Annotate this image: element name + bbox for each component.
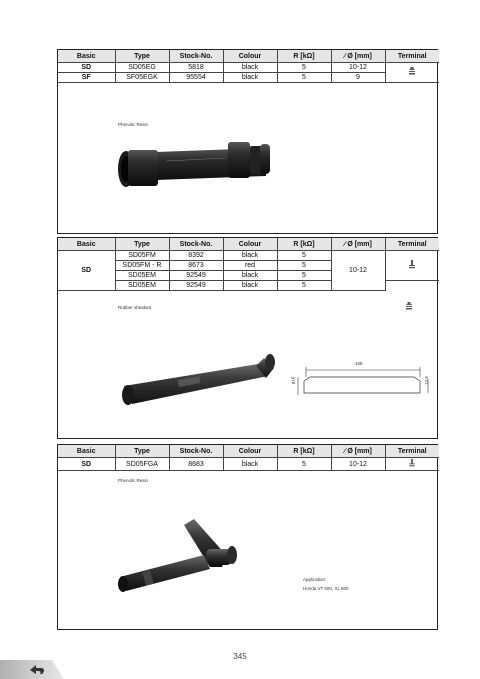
cell-stock: 95554: [169, 73, 223, 83]
cell-diameter: 10-12: [331, 458, 385, 471]
cell-colour: black: [223, 281, 277, 291]
cell-basic: SD: [58, 251, 115, 291]
cell-resistance: 5: [277, 63, 331, 73]
pen-icon: ∕: [344, 240, 346, 248]
page-number: 345: [233, 652, 247, 661]
table-row: [58, 73, 439, 83]
cell-type: SF05EGK: [115, 73, 169, 83]
spec-table-1: [58, 50, 439, 83]
cell-type: SD05EM: [115, 271, 169, 281]
terminal-post-icon: [408, 458, 416, 467]
cell-colour: black: [223, 458, 277, 471]
material-caption: Rubber sheaked: [118, 305, 152, 310]
cell-stock: 92549: [169, 281, 223, 291]
col-diameter: ∕ Ø [mm]: [331, 238, 385, 251]
cell-diameter: 10-12: [331, 251, 385, 291]
col-type: Type: [115, 50, 169, 63]
cell-colour: black: [223, 271, 277, 281]
terminal-clip-icon: [408, 66, 416, 76]
col-basic: Basic: [58, 50, 115, 63]
col-basic: Basic: [58, 238, 115, 251]
back-arrow-tab[interactable]: [0, 660, 70, 679]
cell-resistance: 5: [277, 458, 331, 471]
cell-type: SD05FGA: [115, 458, 169, 471]
cell-stock: 8392: [169, 251, 223, 261]
table-header-row: [58, 238, 439, 251]
cell-stock: 92549: [169, 271, 223, 281]
col-resistance: R [kΩ]: [277, 238, 331, 251]
cell-terminal-blank: [385, 281, 439, 291]
col-basic: Basic: [58, 445, 115, 458]
cell-stock: 5818: [169, 63, 223, 73]
product-block-2: [57, 237, 438, 439]
cell-stock: 8673: [169, 261, 223, 271]
col-colour: Colour: [223, 238, 277, 251]
cell-type: SD05EM: [115, 281, 169, 291]
angled-plug-cap-image: [114, 515, 254, 605]
cell-type: SD05EG: [115, 63, 169, 73]
cell-colour: red: [223, 261, 277, 271]
cell-type: SD05FM - R: [115, 261, 169, 271]
table-row: [58, 63, 439, 73]
cell-terminal: [385, 63, 439, 83]
pen-icon: ∕: [344, 447, 346, 455]
cell-diameter: 9: [331, 73, 385, 83]
application-note: [303, 575, 349, 593]
col-stock: Stock-No.: [169, 238, 223, 251]
col-stock: Stock-No.: [169, 445, 223, 458]
col-type: Type: [115, 238, 169, 251]
table-header-row: [58, 50, 439, 63]
col-terminal: Terminal: [385, 445, 439, 458]
dimension-drawing: [290, 359, 440, 409]
table-row: [58, 251, 439, 261]
table-header-row: [58, 445, 439, 458]
material-caption: Phenolic Resin: [118, 478, 149, 483]
rubber-plug-cap-image: [118, 348, 288, 418]
dimension-diameter-right: 12,6: [423, 376, 429, 385]
spec-table-2: [58, 238, 439, 291]
cell-resistance: 5: [277, 261, 331, 271]
col-resistance: R [kΩ]: [277, 445, 331, 458]
cell-colour: black: [223, 251, 277, 261]
product-block-1: [57, 49, 438, 234]
cell-resistance: 5: [277, 271, 331, 281]
product-block-3: [57, 444, 438, 630]
spec-table-3: [58, 445, 439, 471]
cell-diameter: 10-12: [331, 63, 385, 73]
col-resistance: R [kΩ]: [277, 50, 331, 63]
cell-colour: black: [223, 73, 277, 83]
cell-type: SD05FM: [115, 251, 169, 261]
cell-basic: SD: [58, 63, 115, 73]
col-colour: Colour: [223, 445, 277, 458]
col-diameter: ∕ Ø [mm]: [331, 445, 385, 458]
col-terminal: Terminal: [385, 50, 439, 63]
col-stock: Stock-No.: [169, 50, 223, 63]
dimension-length: 108: [355, 361, 363, 366]
col-diameter: ∕ Ø [mm]: [331, 50, 385, 63]
application-label: Application:: [303, 577, 327, 582]
cell-terminal: [385, 458, 439, 471]
cell-resistance: 5: [277, 73, 331, 83]
terminal-post-icon: [408, 259, 416, 269]
material-caption: Phenolic Resin: [118, 122, 149, 127]
cell-resistance: 5: [277, 281, 331, 291]
cell-basic: SF: [58, 73, 115, 83]
cell-basic: SD: [58, 458, 115, 471]
terminal-clip-icon: [405, 301, 413, 311]
table-row: [58, 458, 439, 471]
cell-stock: 8683: [169, 458, 223, 471]
cell-resistance: 5: [277, 251, 331, 261]
spark-plug-cap-image: [116, 128, 316, 208]
dimension-diameter-left: ø16: [290, 376, 296, 385]
cell-colour: black: [223, 63, 277, 73]
cell-terminal: [385, 251, 439, 281]
col-terminal: Terminal: [385, 238, 439, 251]
pen-icon: ∕: [344, 52, 346, 60]
application-value: Honda VT 600, XL 600: [303, 586, 349, 591]
col-colour: Colour: [223, 50, 277, 63]
col-type: Type: [115, 445, 169, 458]
